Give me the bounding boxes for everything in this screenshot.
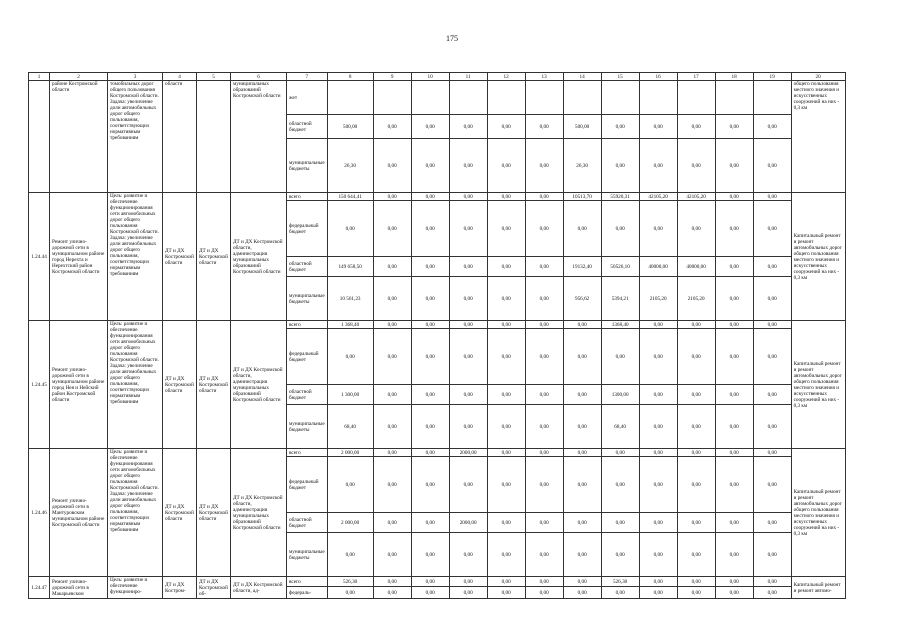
value-cell: 0,00 [639,201,677,257]
value-cell: 0,00 [525,449,563,457]
goal-cell: Цель: развитие и обеспечение функциониро- [108,577,163,599]
value-cell: 0,00 [753,329,791,385]
value-cell: 0,00 [677,385,715,405]
value-cell: 0,00 [487,577,525,587]
result-cell: Капитальный ремонт и ремонт автомо- [791,577,845,599]
value-cell: 0,00 [373,115,411,139]
funding-source-cell: жет [287,81,328,115]
column-number: 9 [373,73,411,81]
value-cell: 0,00 [449,457,487,513]
value-cell: 0,00 [753,201,791,257]
value-cell: 50526,10 [601,257,639,277]
event-name-cell: Ремонт улично-дорожной сети в муниципальном районе город Нерехта и Нерехтский район Костромской области [50,193,108,321]
value-cell [639,81,677,115]
value-cell: 0,00 [411,329,449,385]
value-cell: 0,00 [487,201,525,257]
value-cell [411,81,449,115]
value-cell: 0,00 [677,577,715,587]
value-cell [753,81,791,115]
value-cell: 0,00 [563,513,601,533]
value-cell: 0,00 [449,201,487,257]
value-cell: 0,00 [487,449,525,457]
value-cell: 0,00 [449,577,487,587]
value-cell: 2105,20 [677,277,715,321]
column-number: 10 [411,73,449,81]
value-cell: 500,00 [563,115,601,139]
column-number: 7 [287,73,328,81]
value-cell: 0,00 [639,139,677,193]
value-cell: 2 000,00 [327,449,373,457]
program-table [28,72,846,599]
value-cell: 0,00 [715,385,753,405]
value-cell: 0,00 [449,329,487,385]
partners-cell: ДТ и ДХ Костромской области, администрации муниципальных образований Костромской области [231,193,287,321]
value-cell: 500,00 [327,115,373,139]
value-cell: 0,00 [753,405,791,449]
value-cell: 55920,31 [601,193,639,201]
value-cell: 0,00 [715,201,753,257]
value-cell: 0,00 [753,513,791,533]
value-cell: 0,00 [563,405,601,449]
value-cell: 26,30 [563,139,601,193]
value-cell: 0,00 [601,115,639,139]
funding-source-cell: муниципальные бюджеты [287,405,328,449]
value-cell: 0,00 [715,139,753,193]
value-cell: 0,00 [715,193,753,201]
value-cell: 0,00 [753,139,791,193]
goal-cell: Цель: развитие и обеспечение функционирования сети автомобильных дорог общего пользования Костромской области. Задача: увеличение доли автомобильных дорог общего пользования, соответствующих нормативным требованиям [108,449,163,577]
partners-cell: муниципальных образований Костромской области [231,81,287,193]
value-cell: 0,00 [715,257,753,277]
goal-cell: Цель: развитие и обеспечение функционирования сети автомобильных дорог общего пользования Костромской области. Задача: увеличение доли автомобильных дорог общего пользования, соответствующих нормативным требованиям [108,321,163,449]
value-cell: 0,00 [373,405,411,449]
value-cell: 0,00 [373,513,411,533]
funding-source-cell: федераль- [287,587,328,599]
column-number: 19 [753,73,791,81]
value-cell: 0,00 [563,321,601,329]
value-cell: 10513,70 [563,193,601,201]
value-cell: 956,62 [563,277,601,321]
value-cell: 0,00 [411,587,449,599]
funding-source-cell: федеральный бюджет [287,457,328,513]
value-cell: 0,00 [639,587,677,599]
value-cell: 68,40 [601,405,639,449]
value-cell: 0,00 [525,513,563,533]
value-cell: 0,00 [753,587,791,599]
funding-source-cell: всего [287,193,328,201]
value-cell: 0,00 [639,329,677,385]
value-cell: 0,00 [639,457,677,513]
event-name-cell: Ремонт улично-дорожной сети в Мантуровском муниципальном районе Костромской области [50,449,108,577]
coexecutor-cell: ДТ и ДХ Костромской об- [197,577,231,599]
value-cell: 0,00 [525,321,563,329]
column-number: 16 [639,73,677,81]
partners-cell: ДТ и ДХ Костромской области, администрации муниципальных образований Костромской области [231,449,287,577]
value-cell: 0,00 [563,457,601,513]
result-cell: Капитальный ремонт и ремонт автомобильных дорог общего пользования местного значения и искусственных сооружений на них - 0,3 км [791,449,845,577]
value-cell: 0,00 [715,321,753,329]
value-cell: 0,00 [677,533,715,577]
executor-cell: области [163,81,197,193]
value-cell: 0,00 [373,587,411,599]
value-cell: 40000,00 [677,257,715,277]
value-cell: 2 000,00 [327,513,373,533]
value-cell: 0,00 [677,115,715,139]
value-cell: 0,00 [449,533,487,577]
value-cell [525,81,563,115]
value-cell: 0,00 [753,193,791,201]
funding-source-cell: муниципальные бюджеты [287,277,328,321]
value-cell: 0,00 [525,457,563,513]
funding-source-cell: всего [287,449,328,457]
value-cell: 0,00 [373,449,411,457]
value-cell: 0,00 [373,385,411,405]
value-cell: 150 644,41 [327,193,373,201]
value-cell: 0,00 [715,457,753,513]
value-cell: 0,00 [753,385,791,405]
value-cell: 0,00 [411,277,449,321]
value-cell: 0,00 [487,385,525,405]
value-cell: 0,00 [487,457,525,513]
value-cell: 0,00 [327,201,373,257]
coexecutor-cell: ДТ и ДХ Костромской области [197,193,231,321]
column-number: 14 [563,73,601,81]
value-cell: 0,00 [373,257,411,277]
value-cell: 0,00 [373,201,411,257]
value-cell: 0,00 [563,449,601,457]
value-cell: 0,00 [449,385,487,405]
column-number: 15 [601,73,639,81]
column-number: 6 [231,73,287,81]
value-cell: 526,30 [601,577,639,587]
value-cell: 0,00 [487,405,525,449]
value-cell: 5394,21 [601,277,639,321]
column-number: 1 [29,73,50,81]
value-cell: 0,00 [639,115,677,139]
result-cell: общего пользования местного значения и искусственных сооружений на них - 0,3 км [791,81,845,193]
value-cell: 0,00 [563,577,601,587]
column-number: 4 [163,73,197,81]
value-cell: 0,00 [715,533,753,577]
value-cell: 0,00 [525,115,563,139]
value-cell: 19132,40 [563,257,601,277]
value-cell: 0,00 [639,449,677,457]
value-cell: 0,00 [715,577,753,587]
value-cell: 0,00 [373,321,411,329]
value-cell: 0,00 [411,321,449,329]
value-cell: 0,00 [327,533,373,577]
executor-cell: ДТ и ДХ Костром- [163,577,197,599]
goal-cell: Цель: развитие и обеспечение функционирования сети автомобильных дорог общего пользования Костромской области. Задача: увеличение доли автомобильных дорог общего пользования, соответствующих нормативным требованиям [108,193,163,321]
value-cell: 0,00 [373,577,411,587]
row-id-cell: 1.24.45 [29,321,50,449]
table-row [29,81,846,115]
value-cell: 0,00 [449,115,487,139]
value-cell: 0,00 [601,139,639,193]
header-row [29,73,846,81]
row-id-cell: 1.24.46 [29,449,50,577]
table-row [29,449,846,457]
value-cell: 26,30 [327,139,373,193]
column-number: 12 [487,73,525,81]
value-cell: 0,00 [753,457,791,513]
value-cell: 2000,00 [449,513,487,533]
column-number: 20 [791,73,845,81]
value-cell: 0,00 [601,449,639,457]
funding-source-cell: муниципальные бюджеты [287,139,328,193]
value-cell: 0,00 [411,533,449,577]
value-cell: 0,00 [487,115,525,139]
value-cell: 0,00 [411,115,449,139]
value-cell [677,81,715,115]
value-cell: 2105,20 [639,277,677,321]
column-number: 2 [50,73,108,81]
value-cell: 0,00 [411,201,449,257]
value-cell: 0,00 [487,321,525,329]
executor-cell: ДТ и ДХ Костромской области [163,321,197,449]
value-cell: 0,00 [327,457,373,513]
value-cell: 0,00 [525,405,563,449]
value-cell: 0,00 [487,257,525,277]
value-cell: 0,00 [677,201,715,257]
page-number: 175 [446,34,458,43]
value-cell: 0,00 [373,457,411,513]
value-cell [601,81,639,115]
value-cell: 0,00 [449,257,487,277]
value-cell: 0,00 [639,513,677,533]
value-cell: 0,00 [601,533,639,577]
value-cell [563,81,601,115]
coexecutor-cell: ДТ и ДХ Костромской области [197,449,231,577]
row-id-cell [29,81,50,193]
value-cell: 0,00 [525,193,563,201]
value-cell: 0,00 [449,277,487,321]
executor-cell: ДТ и ДХ Костромской области [163,449,197,577]
value-cell: 0,00 [753,257,791,277]
funding-source-cell: всего [287,321,328,329]
column-number: 5 [197,73,231,81]
funding-source-cell: федеральный бюджет [287,201,328,257]
column-number: 18 [715,73,753,81]
partners-cell: ДТ и ДХ Костромской области, ад- [231,577,287,599]
event-name-cell: Ремонт улично-дорожной сети в муниципальном районе город Нея и Нейский район Костромской области [50,321,108,449]
coexecutor-cell: ДТ и ДХ Костромской области [197,321,231,449]
value-cell: 0,00 [639,385,677,405]
value-cell: 0,00 [373,193,411,201]
value-cell: 0,00 [411,405,449,449]
result-cell: Капитальный ремонт и ремонт автомобильных дорог общего пользования местного значения и искусственных сооружений на них - 0,3 км [791,321,845,449]
value-cell: 0,00 [753,115,791,139]
value-cell: 0,00 [373,329,411,385]
event-name-cell: районе Костромской области [50,81,108,193]
value-cell: 1368,40 [601,321,639,329]
value-cell: 0,00 [677,405,715,449]
value-cell: 0,00 [601,587,639,599]
value-cell [715,81,753,115]
value-cell: 0,00 [373,139,411,193]
value-cell: 0,00 [411,139,449,193]
value-cell: 0,00 [525,533,563,577]
funding-source-cell: всего [287,577,328,587]
value-cell: 0,00 [373,277,411,321]
value-cell: 0,00 [373,533,411,577]
value-cell: 10 561,23 [327,277,373,321]
value-cell: 0,00 [677,513,715,533]
value-cell: 0,00 [677,457,715,513]
value-cell: 1 368,40 [327,321,373,329]
value-cell: 1 300,00 [327,385,373,405]
value-cell: 0,00 [487,587,525,599]
value-cell: 149 658,50 [327,257,373,277]
value-cell: 0,00 [563,385,601,405]
funding-source-cell: муниципальные бюджеты [287,533,328,577]
funding-source-cell: федеральный бюджет [287,329,328,385]
value-cell: 0,00 [525,577,563,587]
value-cell: 0,00 [525,277,563,321]
funding-source-cell: областной бюджет [287,385,328,405]
value-cell: 0,00 [411,577,449,587]
value-cell: 0,00 [563,533,601,577]
value-cell: 0,00 [639,577,677,587]
value-cell: 0,00 [639,321,677,329]
value-cell: 42105,20 [677,193,715,201]
value-cell: 0,00 [715,329,753,385]
value-cell: 0,00 [563,587,601,599]
value-cell: 0,00 [715,405,753,449]
value-cell: 0,00 [753,449,791,457]
value-cell: 0,00 [715,587,753,599]
value-cell: 0,00 [601,329,639,385]
value-cell: 0,00 [449,193,487,201]
column-number: 17 [677,73,715,81]
column-number: 8 [327,73,373,81]
event-name-cell: Ремонт улично-дорожной сети в Макарьевском [50,577,108,599]
value-cell: 0,00 [753,321,791,329]
value-cell: 0,00 [601,513,639,533]
value-cell: 0,00 [525,139,563,193]
coexecutor-cell [197,81,231,193]
value-cell: 0,00 [411,449,449,457]
row-id-cell: 1.24.44 [29,193,50,321]
value-cell: 0,00 [677,139,715,193]
value-cell: 0,00 [563,329,601,385]
value-cell: 0,00 [411,385,449,405]
value-cell: 0,00 [411,257,449,277]
value-cell [449,81,487,115]
table-row [29,577,846,587]
value-cell: 0,00 [601,457,639,513]
column-number: 3 [108,73,163,81]
goal-cell: томобильных дорог общего пользования Костромской области. Задача: увеличение доли автомобильных дорог общего пользования, соответствующих нормативным требованиям [108,81,163,193]
value-cell: 526,30 [327,577,373,587]
value-cell: 0,00 [677,449,715,457]
value-cell: 0,00 [449,405,487,449]
value-cell: 0,00 [677,329,715,385]
funding-source-cell: областной бюджет [287,115,328,139]
value-cell [487,81,525,115]
value-cell: 0,00 [525,257,563,277]
value-cell: 0,00 [601,201,639,257]
value-cell: 68,40 [327,405,373,449]
value-cell: 0,00 [525,201,563,257]
value-cell: 0,00 [715,449,753,457]
value-cell: 0,00 [327,587,373,599]
value-cell: 0,00 [677,587,715,599]
value-cell: 2000,00 [449,449,487,457]
value-cell: 0,00 [715,115,753,139]
column-number: 11 [449,73,487,81]
value-cell: 0,00 [449,139,487,193]
table-row [29,321,846,329]
column-number: 13 [525,73,563,81]
value-cell: 0,00 [677,321,715,329]
value-cell: 0,00 [525,587,563,599]
value-cell: 0,00 [639,533,677,577]
value-cell: 40000,00 [639,257,677,277]
value-cell: 0,00 [753,533,791,577]
value-cell: 0,00 [525,385,563,405]
value-cell: 0,00 [525,329,563,385]
value-cell: 0,00 [487,329,525,385]
value-cell: 0,00 [327,329,373,385]
value-cell: 0,00 [411,457,449,513]
partners-cell: ДТ и ДХ Костромской области, администрации муниципальных образований Костромской области [231,321,287,449]
value-cell: 0,00 [487,193,525,201]
value-cell: 0,00 [715,277,753,321]
value-cell: 1300,00 [601,385,639,405]
result-cell: Капитальный ремонт и ремонт автомобильных дорог общего пользования местного значения и искусственных сооружений на них - 0,3 км [791,193,845,321]
funding-source-cell: областной бюджет [287,257,328,277]
value-cell [373,81,411,115]
executor-cell: ДТ и ДХ Костромской области [163,193,197,321]
value-cell: 0,00 [715,513,753,533]
value-cell: 0,00 [487,533,525,577]
row-id-cell: 1.24.47 [29,577,50,599]
value-cell: 0,00 [753,577,791,587]
value-cell: 0,00 [449,321,487,329]
value-cell: 0,00 [411,193,449,201]
value-cell: 0,00 [411,513,449,533]
value-cell: 0,00 [487,139,525,193]
value-cell: 42105,20 [639,193,677,201]
value-cell: 0,00 [449,587,487,599]
funding-source-cell: областной бюджет [287,513,328,533]
value-cell: 0,00 [487,513,525,533]
value-cell [327,81,373,115]
value-cell: 0,00 [487,277,525,321]
table-row [29,193,846,201]
value-cell: 0,00 [639,405,677,449]
value-cell: 0,00 [753,277,791,321]
value-cell: 0,00 [563,201,601,257]
